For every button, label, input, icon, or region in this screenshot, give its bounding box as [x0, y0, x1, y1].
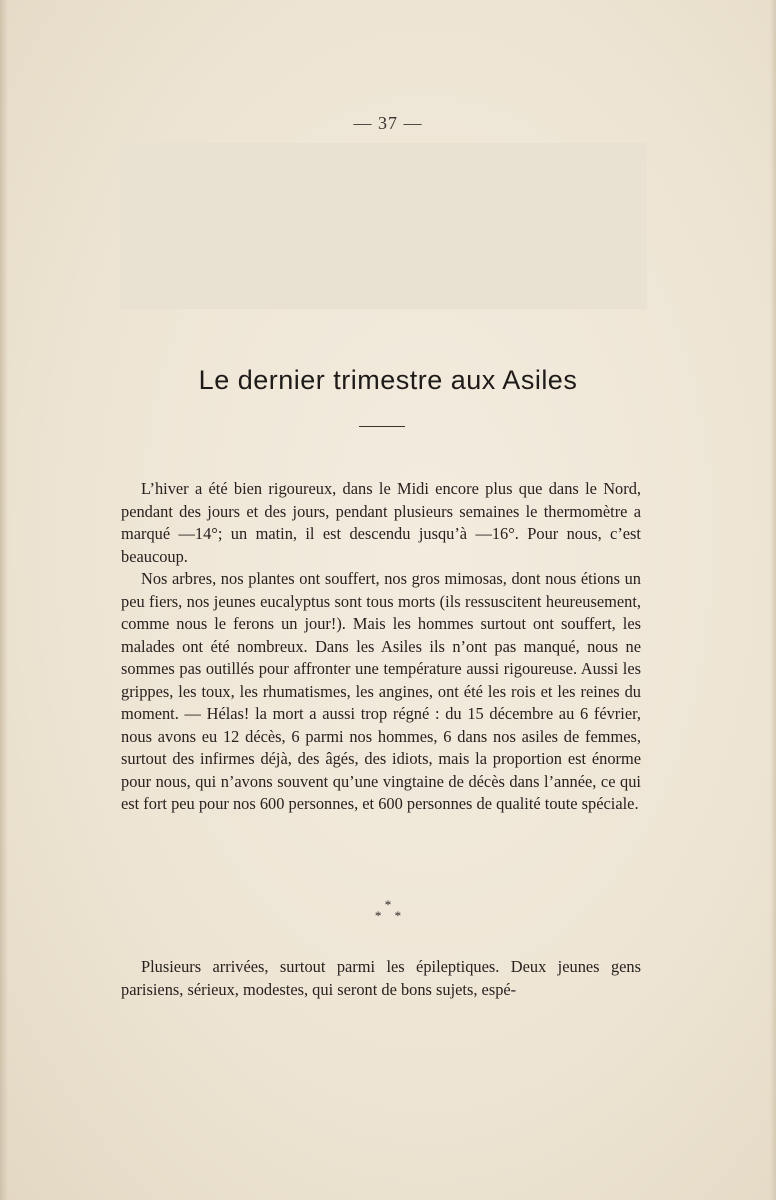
asterism-top: * — [384, 897, 392, 912]
paragraph: Nos arbres, nos plantes ont souffert, nos gros mimosas, dont nous étions un peu fiers, nos jeunes eucalyptus sont tous morts (ils ressuscitent heureusement, comme nous le ferons un jour!). Mais les hommes surtout ont souffert, les malades ont été nombreux. Dans les Asiles ils n’ont pas manqué, nous ne sommes pas outillés pour affronter une température aussi rigoureuse. Aussi les grippes, les toux, les rhumatismes, les angines, ont été les rois et les reines du moment. — Hélas! la mort a aussi trop régné : du 15 décembre au 6 février, nous avons eu 12 décès, 6 parmi nos hommes, 6 dans nos asiles de femmes, surtout des infirmes déjà, des âgés, des idiots, mais la proportion est énorme pour nous, qui n’avons souvent qu’une vingtaine de décès dans l’année, ce qui est fort peu pour nos 600 personnes, et 600 personnes de qualité toute spéciale. — [121, 569, 641, 813]
blank-image-area — [120, 143, 647, 309]
article-body-top — [121, 478, 641, 816]
paragraph: Plusieurs arrivées, surtout parmi les épileptiques. Deux jeunes gens parisiens, sérieux, modestes, qui seront de bons sujets, espé- — [121, 957, 641, 999]
paragraph: L’hiver a été bien rigoureux, dans le Midi encore plus que dans le Nord, pendant des jours et des jours, pendant plusieurs semaines le thermomètre a marqué —14°; un matin, il est descendu jusqu’à —16°. Pour nous, c’est beaucoup. — [121, 479, 641, 566]
article-body-bottom — [121, 956, 641, 1001]
section-asterism — [0, 897, 776, 923]
page-edge-right — [770, 0, 776, 1200]
asterism-bottom: * * — [374, 908, 407, 923]
title-underline-rule — [359, 426, 405, 427]
article-title: Le dernier trimestre aux Asiles — [198, 365, 578, 395]
page-number: — 37 — — [353, 113, 423, 133]
page-edge-left — [0, 0, 8, 1200]
